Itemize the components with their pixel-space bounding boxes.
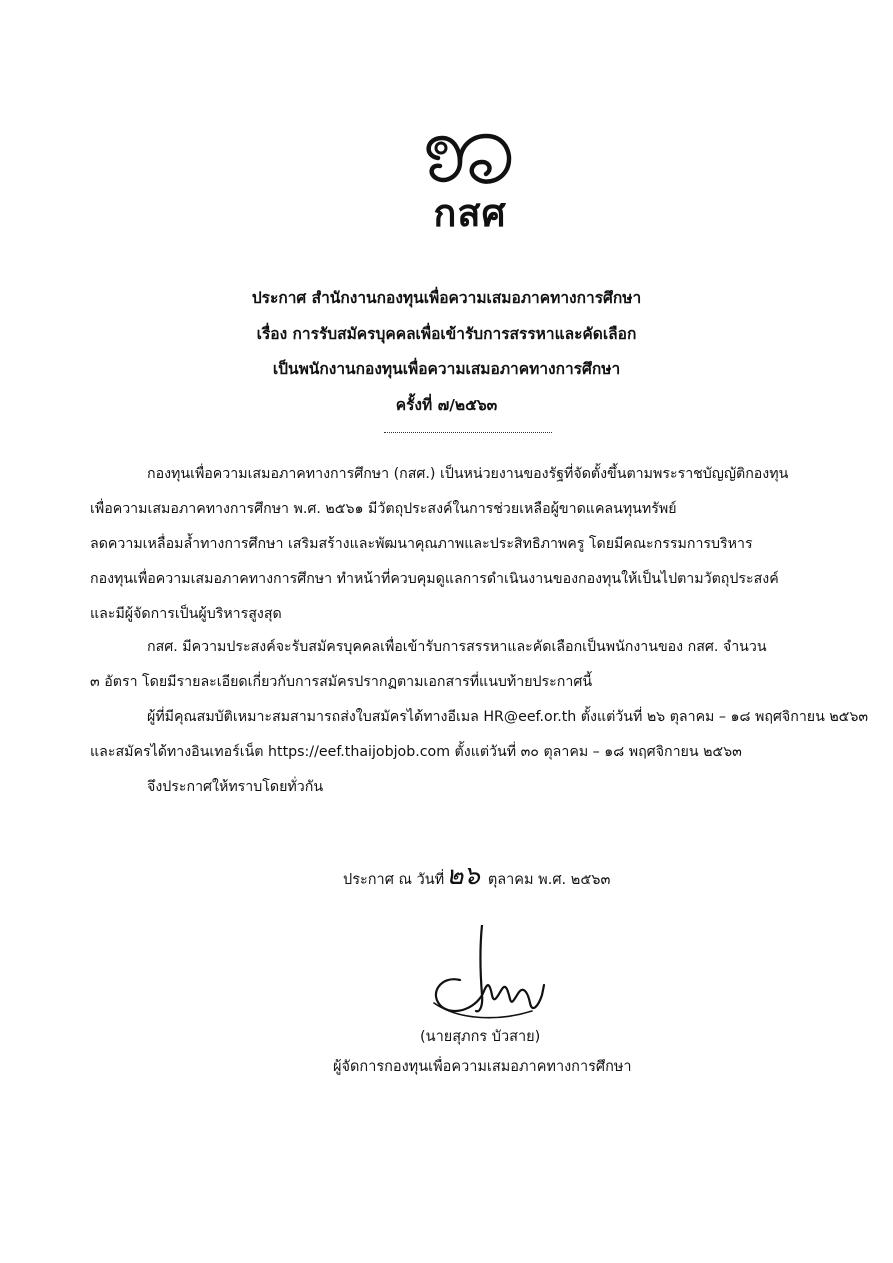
announcement-subject-cont: เป็นพนักงานกองทุนเพื่อความเสมอภาคทางการศึกษา xyxy=(272,360,621,378)
eef-logo xyxy=(420,128,520,238)
logo-mark-icon xyxy=(420,128,520,190)
paragraph-recruitment xyxy=(90,630,830,700)
issue-date xyxy=(343,855,610,896)
paragraph-line: กองทุนเพื่อความเสมอภาคทางการศึกษา (กสศ.) เป็นหน่วยงานของรัฐที่จัดตั้งขึ้นตามพระราชบัญญัติกองทุน xyxy=(147,466,789,482)
paragraph-application xyxy=(90,700,869,770)
paragraph-line: และมีผู้จัดการเป็นผู้บริหารสูงสุด xyxy=(90,606,282,622)
date-prefix: ประกาศ ณ วันที่ xyxy=(343,872,445,888)
divider xyxy=(384,432,552,433)
signature-icon xyxy=(420,925,570,1035)
signer-title: ผู้จัดการกองทุนเพื่อความเสมอภาคทางการศึกษา xyxy=(333,1059,632,1075)
paragraph-line: ผู้ที่มีคุณสมบัติเหมาะสมสามารถส่งใบสมัครได้ทางอีเมล HR@eef.or.th ตั้งแต่วันที่ ๒๖ ตุลาคม – ๑๘ พฤศจิกายน ๒๕๖๓ xyxy=(147,709,869,725)
logo-wordmark: กสศ xyxy=(433,191,507,235)
paragraph-line: กสศ. มีความประสงค์จะรับสมัครบุคคลเพื่อเข้ารับการสรรหาและคัดเลือกเป็นพนักงานของ กสศ. จำนวน xyxy=(147,639,767,655)
signer-name: (นายสุภกร บัวสาย) xyxy=(420,1029,541,1045)
paragraph-line: จึงประกาศให้ทราบโดยทั่วกัน xyxy=(147,779,324,795)
paragraph-line: ๓ อัตรา โดยมีรายละเอียดเกี่ยวกับการสมัครปรากฏตามเอกสารที่แนบท้ายประกาศนี้ xyxy=(90,674,593,690)
date-day-handwritten: ๒๖ xyxy=(446,861,480,891)
signature xyxy=(420,925,570,1035)
announcement-number: ครั้งที่ ๗/๒๕๖๓ xyxy=(395,396,498,414)
paragraph-intro xyxy=(90,457,830,632)
date-suffix: ตุลาคม พ.ศ. ๒๕๖๓ xyxy=(487,872,611,888)
paragraph-line: ลดความเหลื่อมล้ำทางการศึกษา เสริมสร้างและพัฒนาคุณภาพและประสิทธิภาพครู โดยมีคณะกรรมการบริหาร xyxy=(90,536,753,552)
announcement-title: ประกาศ สำนักงานกองทุนเพื่อความเสมอภาคทางการศึกษา xyxy=(251,289,642,307)
announcement-subject: เรื่อง การรับสมัครบุคคลเพื่อเข้ารับการสรรหาและคัดเลือก xyxy=(256,325,637,343)
paragraph-closing xyxy=(90,770,830,805)
paragraph-line: และสมัครได้ทางอินเทอร์เน็ต https://eef.thaijobjob.com ตั้งแต่วันที่ ๓๐ ตุลาคม – ๑๘ พฤศจิกายน ๒๕๖๓ xyxy=(90,744,742,760)
paragraph-line: เพื่อความเสมอภาคทางการศึกษา พ.ศ. ๒๕๖๑ มีวัตถุประสงค์ในการช่วยเหลือผู้ขาดแคลนทุนทรัพย์ xyxy=(90,501,677,517)
paragraph-line: กองทุนเพื่อความเสมอภาคทางการศึกษา ทำหน้าที่ควบคุมดูแลการดำเนินงานของกองทุนให้เป็นไปตามวัตถุประสงค์ xyxy=(90,571,779,587)
